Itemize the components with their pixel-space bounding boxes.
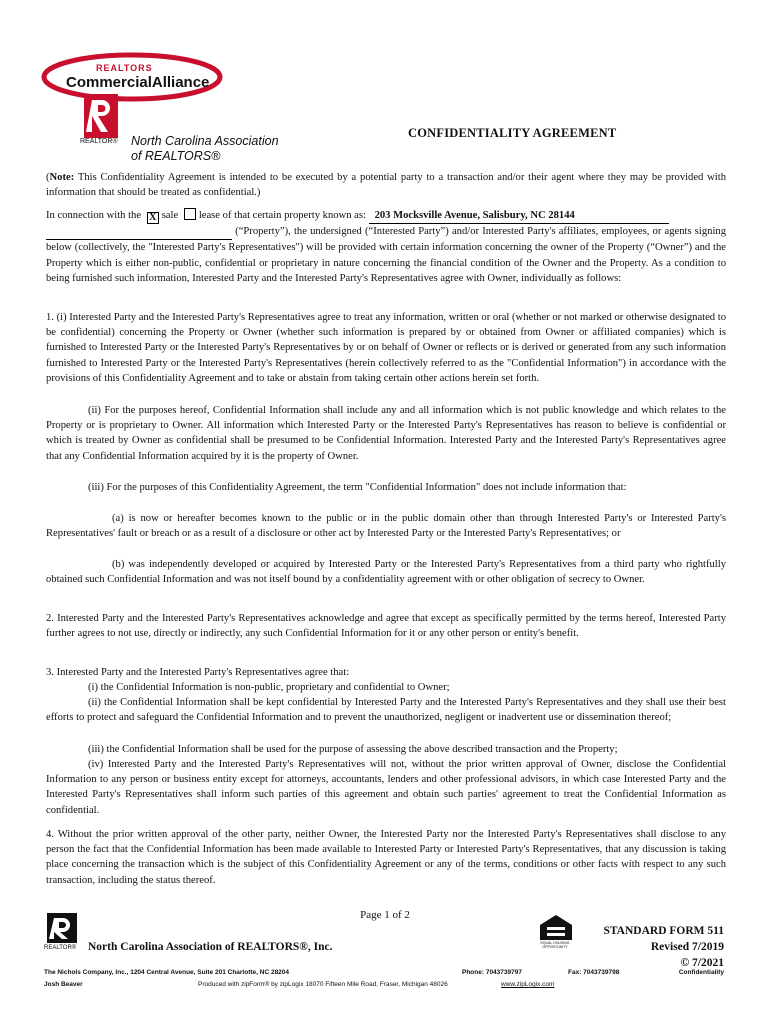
section-1-i: 1. (i) Interested Party and the Interested Party's Representatives agree to treat any information, written or oral (whether or not marked or otherwise designated to be confidential) concerning the Property or Owner (whether such information is prepared by or obtained from Owner or affiliated companies) which is furnished to Interested Party or the Interested Party's Representatives by or on behalf of Owner or reflects or is derived or generated from any such information furnished to Interested Party or the Interested Party's Representatives (herein collectively referred to as the "Confidential Information") in accordance with the provisions of this Confidentiality Agreement and to take or abstain from taking certain other actions herein set forth.	[46, 312, 726, 384]
footer-agent: Josh Beaver	[44, 981, 83, 988]
form-revised: Revised 7/2019	[650, 941, 724, 953]
footer-company: The Nichols Company, Inc., 1204 Central Avenue, Suite 201 Charlotte, NC 28204	[44, 969, 290, 976]
section-1-b: (b) was independently developed or acquired by Interested Party or the Interested Party's Representatives from a third party who rightfully obtained such Confidential Information and was not itself bound by a confidentiality agreement with or other obligation of secrecy to Owner.	[46, 559, 726, 586]
section-3-ii: (ii) the Confidential Information shall be kept confidential by Interested Party and the Interested Party's Representatives and they shall use their best efforts to protect and safeguard the Confidential Information and to prevent the unauthorized, negligent or inadvertent use or dissemination thereof;	[46, 697, 726, 724]
footer-fax: Fax: 7043739798	[568, 969, 620, 976]
section-3-intro: 3. Interested Party and the Interested Party's Representatives agree that:	[46, 667, 350, 678]
section-2: 2. Interested Party and the Interested Party's Representatives acknowledge and agree that except as specifically permitted by the terms hereof, Interested Party further agrees to not use, directly or indirectly, any such Confidential Information for it or any other person or entity's benefit.	[46, 613, 726, 640]
commercial-alliance-label: CommercialAlliance	[66, 74, 210, 91]
property-field[interactable]: 203 Mocksville Avenue, Salisbury, NC 28144	[369, 208, 669, 224]
section-3-iii: (iii) the Confidential Information shall be used for the purpose of assessing the above described transaction and the Property;	[88, 744, 618, 755]
footer-produced: Produced with zipForm® by zipLogix 18070 Fifteen Mile Road, Fraser, Michigan 48026	[198, 981, 448, 988]
section-1-iii: (iii) For the purposes of this Confidentiality Agreement, the term "Confidential Information" does not include information that:	[88, 482, 627, 493]
section-1-a: (a) is now or hereafter becomes known to the public or in the public domain other than through Interested Party's or Interested Party's Representatives' fault or breach or as a result of a disclosure or other act by Interested Party or the Interested Party's Representatives; or	[46, 513, 726, 540]
footer-association: North Carolina Association of REALTORS®, Inc.	[88, 941, 333, 953]
equal-housing-label: EQUAL HOUSING OPPORTUNITY	[540, 941, 570, 949]
footer-realtor-mark: REALTOR®	[44, 945, 77, 951]
note-paragraph: (Note: This Confidentiality Agreement is intended to be executed by a potential party to a transaction and/or their agent where they may be provided with information that should be treated as confidential.)	[46, 172, 726, 199]
section-3-iv: (iv) Interested Party and the Interested Party's Representatives will not, without the prior written approval of Owner, disclose the Confidential Information to any person or business entity except for attorneys, accountants, lenders and other professional advisors, in which case Interested Party and the Interested Party's Representatives shall inform such parties of this agreement and obtain such parties' agreement to treat the Confidential Information as confidential.	[46, 759, 726, 816]
section-4: 4. Without the prior written approval of the other party, neither Owner, the Interested Party nor the Interested Party's Representatives shall disclose to any person the fact that the Confidential Information has been made available to Interested Party or Interested Party's Representatives, that any discussion is taking place concerning the transaction which is the subject of this Confidentiality Agreement or any of the terms, conditions or other facts with respect to any such transaction, including the status thereof.	[46, 829, 726, 886]
form-copyright: © 7/2021	[680, 957, 724, 969]
note-text: This Confidentiality Agreement is intended to be executed by a potential party to a transaction and/or their agent where they may be provided with information that should be treated as confidential.)	[46, 172, 726, 199]
footer-doc-name: Confidentiality	[678, 969, 724, 976]
sale-checkbox[interactable]: X	[147, 212, 159, 224]
form-info	[603, 923, 724, 971]
footer-url-link[interactable]: www.zipLogix.com	[501, 981, 555, 988]
section-1-ii: (ii) For the purposes hereof, Confidential Information shall include any and all information which is not public knowledge and which relates to the Property or is proprietary to Owner. All information which Interested Party or the Interested Party's Representatives has reason to believe is confidential or which is treated by Owner as confidential shall be presumed to be Confidential Information. Interested Party and the Interested Party's Representatives agree that any Confidential Information acquired by it is the property of Owner.	[46, 405, 726, 462]
realtors-label: REALTORS	[96, 63, 153, 73]
realtor-logo-icon	[47, 913, 77, 943]
intro-paragraph: In connection with the X sale lease of that certain property known as: 203 Mocksville Avenue, Salisbury, NC 28144 (“Property”), the undersigned (“Interested Party”) and/or Interested Party's affiliates, employees, or agents signing below (collectively, the "Interested Party's Representatives") will be provided with certain information concerning the owner of the Property (“Owner”) and the Property which is either non-public, confidential or proprietary in nature concerning the financial condition of the Owner and the Property. As a condition to being furnished such information, Interested Party and the Interested Party's Representatives agree with Owner, individually as follows:	[46, 210, 726, 284]
form-number: STANDARD FORM 511	[603, 925, 724, 937]
footer-phone: Phone: 7043739797	[462, 969, 522, 976]
section-3-i: (i) the Confidential Information is non-public, proprietary and confidential to Owner;	[88, 682, 450, 693]
property-line-blank[interactable]	[46, 224, 232, 240]
page-number: Page 1 of 2	[360, 909, 410, 921]
note-label: Note:	[49, 172, 75, 183]
document-title: CONFIDENTIALITY AGREEMENT	[408, 126, 617, 140]
lease-checkbox[interactable]	[184, 208, 196, 220]
realtor-mark: REALTOR®	[80, 138, 118, 145]
assoc-line1: North Carolina Association	[131, 134, 279, 148]
assoc-line2: of REALTORS®	[131, 149, 221, 163]
